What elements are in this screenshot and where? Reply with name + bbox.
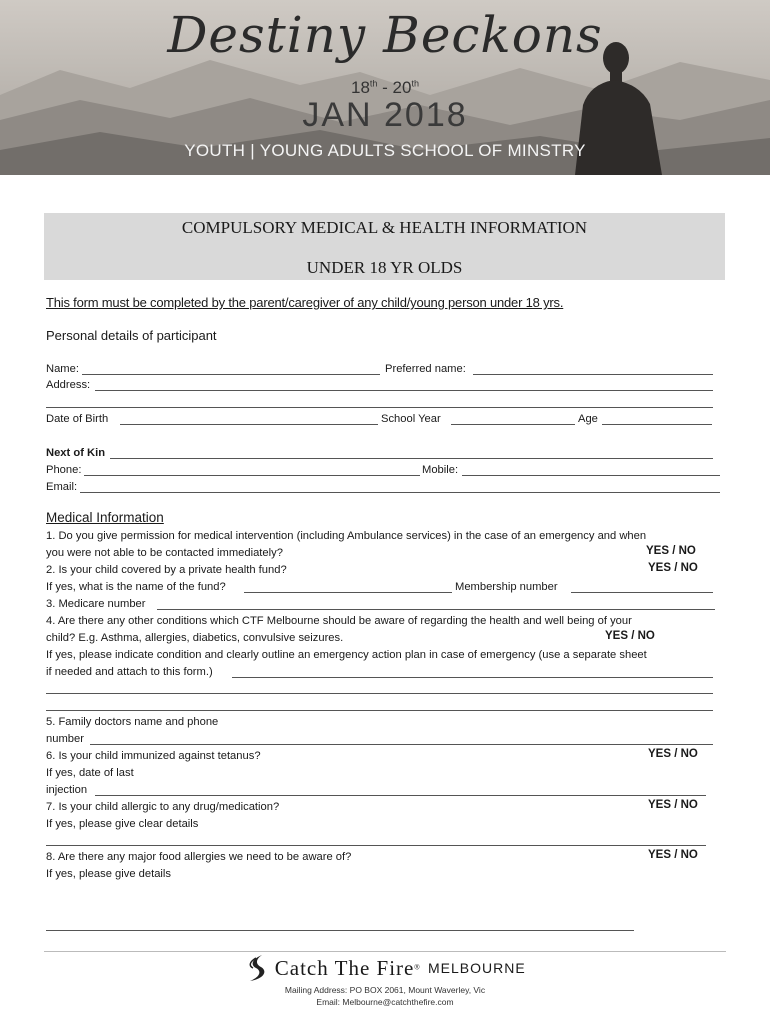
mailing-address: Mailing Address: PO BOX 2061, Mount Waverley, Vic — [284, 985, 486, 995]
name-field[interactable] — [82, 374, 380, 375]
question-6-text: 6. Is your child immunized against tetanus? — [46, 750, 261, 762]
preferred-name-field[interactable] — [473, 374, 713, 375]
address-field-line-2[interactable] — [46, 407, 713, 408]
email-label: Email: — [46, 481, 78, 493]
question-2-fund-label: If yes, what is the name of the fund? — [46, 581, 226, 593]
phone-label: Phone: — [46, 464, 82, 476]
registered-mark: ® — [414, 964, 420, 972]
question-8-yes-no[interactable]: YES / NO — [648, 849, 698, 861]
event-month-year: JAN 2018 — [302, 96, 468, 134]
event-banner — [0, 0, 770, 175]
contact-email: Email: Melbourne@catchthefire.com — [316, 997, 454, 1007]
organization-name: Catch The Fire — [274, 955, 415, 980]
organization-logo — [0, 953, 770, 987]
medicare-number-field[interactable] — [157, 609, 715, 610]
question-8-text: 8. Are there any major food allergies we need to be aware of? — [46, 851, 352, 863]
doctor-details-field[interactable] — [90, 744, 713, 745]
flame-logo-icon — [244, 953, 270, 983]
question-4-text-cont: child? E.g. Asthma, allergies, diabetics, convulsive seizures. — [46, 632, 344, 644]
question-6-yes-no[interactable]: YES / NO — [648, 748, 698, 760]
question-1-text-cont: you were not able to be contacted immediately? — [46, 547, 283, 559]
drug-allergy-details-field[interactable] — [46, 845, 706, 846]
question-5-text: 5. Family doctors name and phone — [46, 716, 219, 728]
dob-field[interactable] — [120, 424, 378, 425]
question-4-instructions: If yes, please indicate condition and clearly outline an emergency action plan in case of emergency (use a separate sheet — [46, 649, 647, 661]
question-2-yes-no[interactable]: YES / NO — [648, 562, 698, 574]
name-label: Name: — [46, 363, 79, 375]
question-4-yes-no[interactable]: YES / NO — [605, 630, 655, 642]
footer-divider — [44, 951, 726, 952]
question-7-yes-no[interactable]: YES / NO — [648, 799, 698, 811]
question-7-text: 7. Is your child allergic to any drug/medication? — [46, 801, 280, 813]
fund-name-field[interactable] — [244, 592, 452, 593]
next-of-kin-label: Next of Kin — [46, 447, 106, 459]
address-field[interactable] — [95, 390, 713, 391]
question-6-followup: If yes, date of last — [46, 767, 134, 779]
personal-details-heading: Personal details of participant — [46, 328, 217, 343]
membership-label: Membership number — [455, 581, 558, 593]
event-title: Destiny Beckons — [167, 6, 603, 64]
form-instructions: This form must be completed by the parent/caregiver of any child/young person under 18 yrs. — [46, 295, 564, 310]
form-heading-box — [44, 213, 725, 280]
tetanus-date-field[interactable] — [95, 795, 706, 796]
email-field[interactable] — [80, 492, 720, 493]
question-3-text: 3. Medicare number — [46, 598, 146, 610]
organization-city: MELBOURNE — [427, 960, 526, 976]
age-field[interactable] — [602, 424, 712, 425]
mobile-field[interactable] — [462, 475, 720, 476]
question-2-text: 2. Is your child covered by a private health fund? — [46, 564, 287, 576]
address-label: Address: — [46, 379, 91, 391]
question-8-followup: If yes, please give details — [46, 868, 171, 880]
question-5-text-cont: number — [46, 733, 84, 745]
age-label: Age — [578, 413, 598, 425]
school-name: YOUTH | YOUNG ADULTS SCHOOL OF MINSTRY — [184, 141, 586, 160]
question-1-text: 1. Do you give permission for medical intervention (including Ambulance services) in the case of an emergency and when — [46, 530, 647, 542]
question-1-yes-no[interactable]: YES / NO — [646, 545, 696, 557]
question-4-text: 4. Are there any other conditions which CTF Melbourne should be aware of regarding the health and well being of your — [46, 615, 632, 627]
mobile-label: Mobile: — [422, 464, 459, 476]
condition-details-line-3[interactable] — [46, 710, 713, 711]
date-start-suffix: th — [369, 78, 378, 89]
date-start: 18 — [351, 78, 370, 97]
question-4-instructions-cont: if needed and attach to this form.) — [46, 666, 213, 678]
dob-label: Date of Birth — [46, 413, 109, 425]
food-allergy-details-field[interactable] — [46, 930, 634, 931]
membership-number-field[interactable] — [571, 592, 713, 593]
form-title: COMPULSORY MEDICAL & HEALTH INFORMATION — [181, 218, 588, 237]
date-separator: - 20 — [377, 78, 412, 97]
school-year-field[interactable] — [451, 424, 575, 425]
school-year-label: School Year — [381, 413, 441, 425]
preferred-name-label: Preferred name: — [385, 363, 466, 375]
medical-info-heading: Medical Information — [46, 510, 164, 525]
phone-field[interactable] — [84, 475, 420, 476]
next-of-kin-field[interactable] — [110, 458, 713, 459]
form-subtitle: UNDER 18 YR OLDS — [306, 258, 463, 277]
event-dates — [0, 78, 770, 98]
date-end-suffix: th — [411, 78, 419, 89]
question-6-followup-cont: injection — [46, 784, 88, 796]
condition-details-field[interactable] — [232, 677, 713, 678]
condition-details-line-2[interactable] — [46, 693, 713, 694]
question-7-followup: If yes, please give clear details — [46, 818, 199, 830]
